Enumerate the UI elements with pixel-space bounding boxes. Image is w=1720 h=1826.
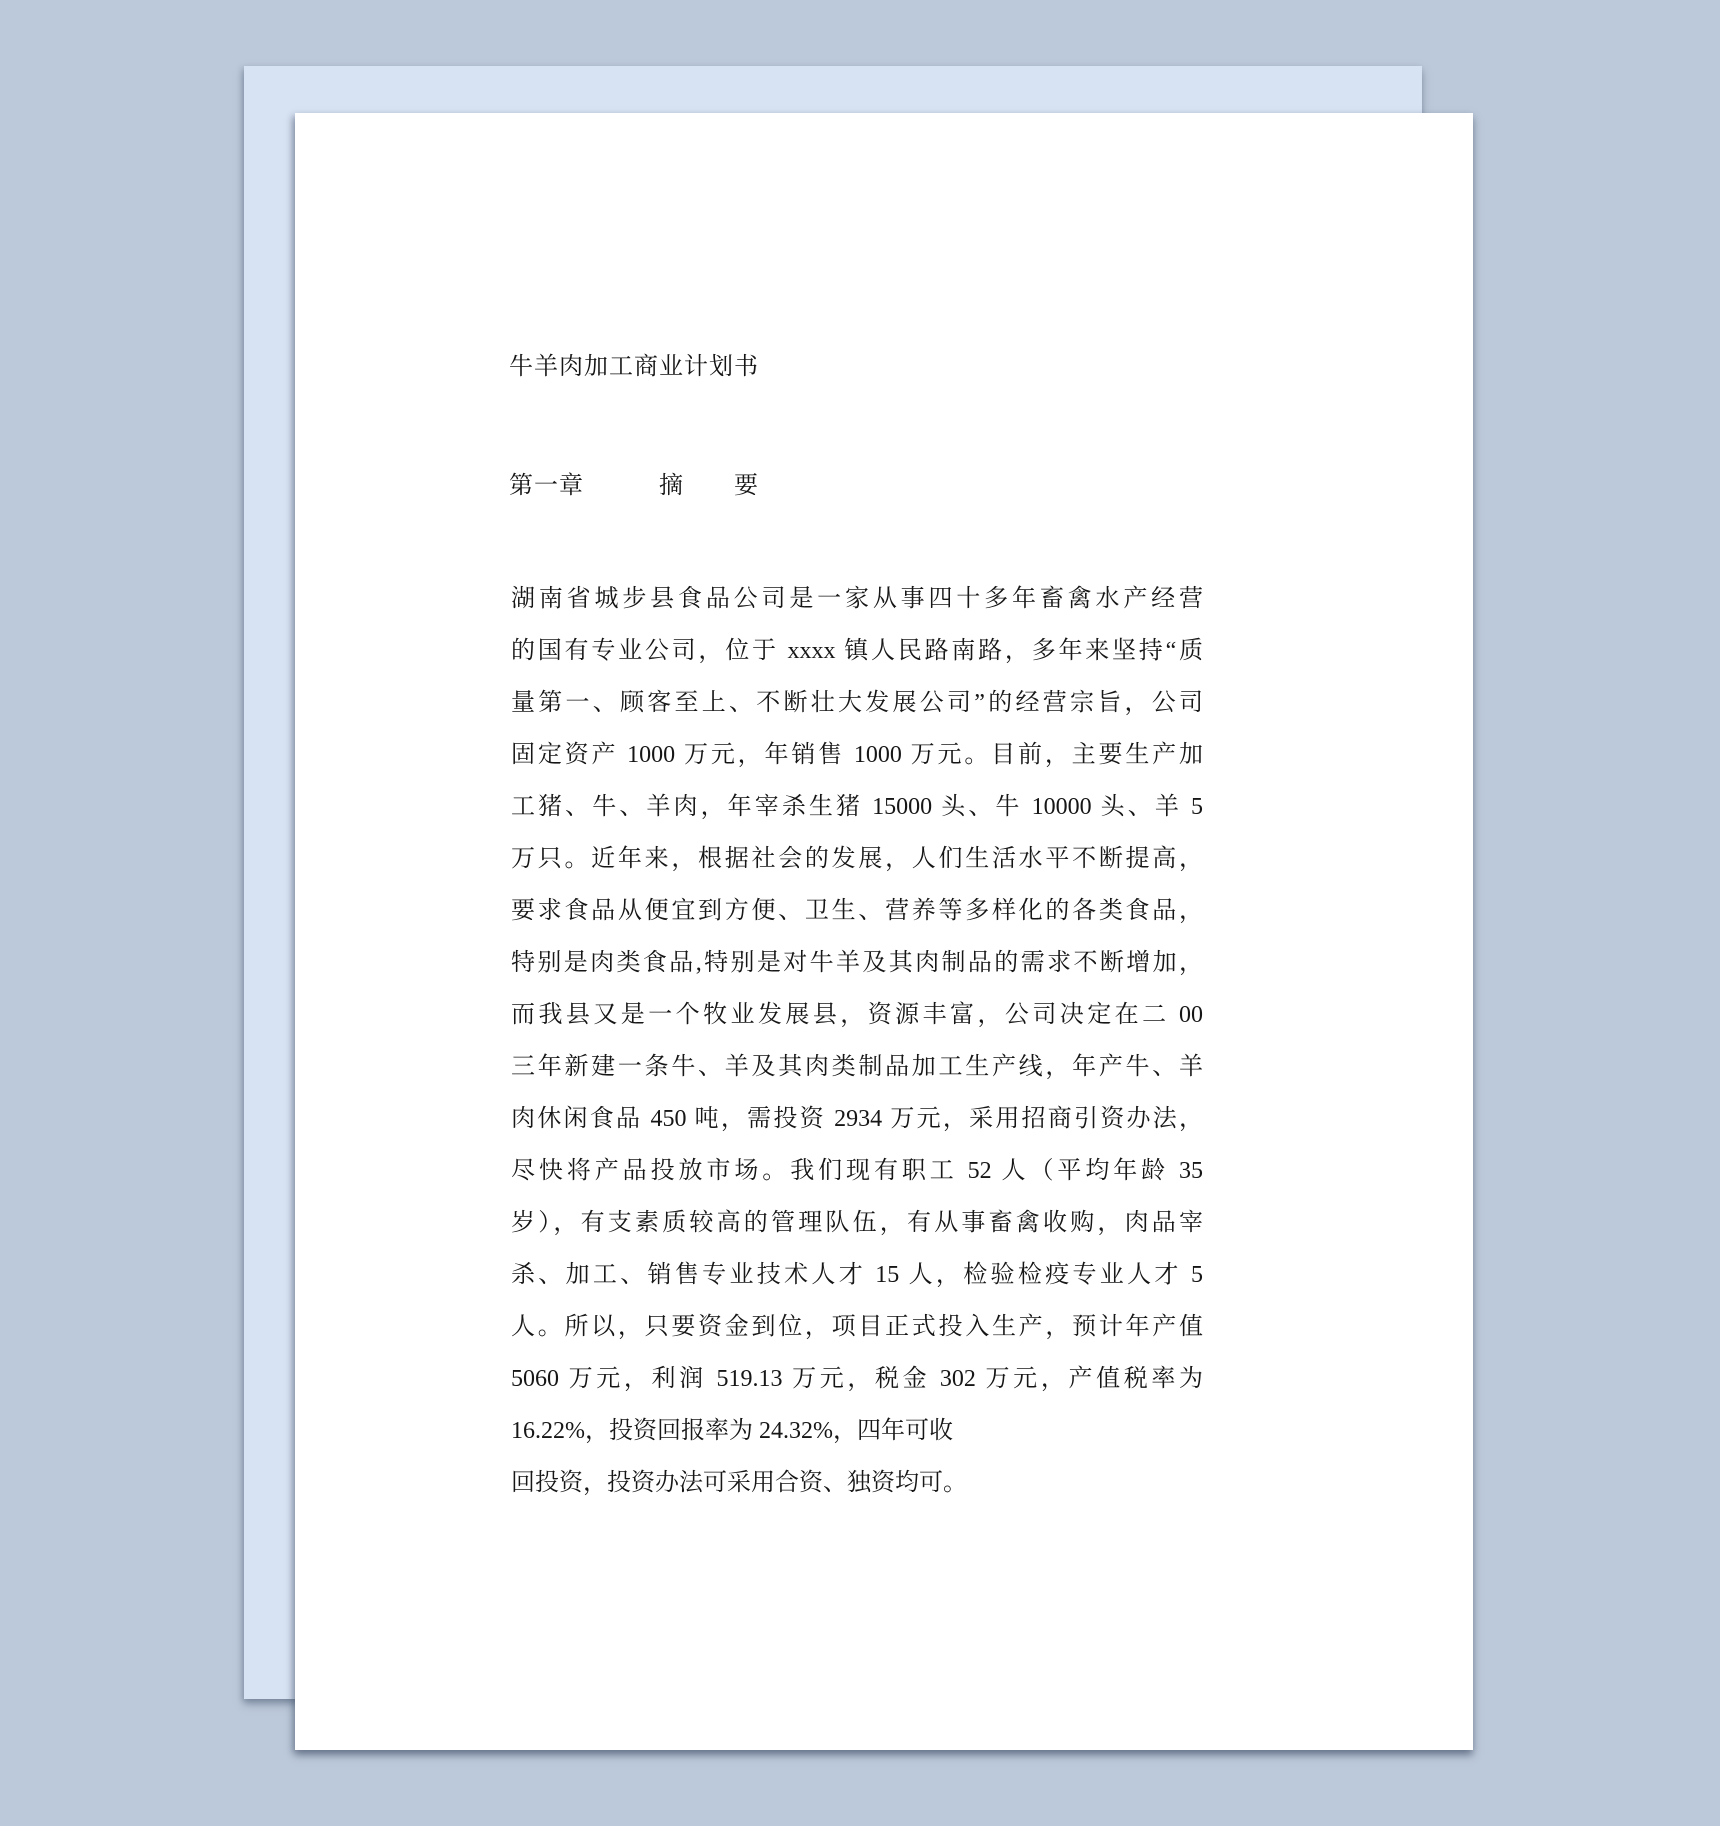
body-line: 回投资，投资办法可采用合资、独资均可。	[511, 1470, 967, 1496]
document-title: 牛羊肉加工商业计划书	[509, 354, 759, 380]
body-line: 岁），有支素质较高的管理队伍，有从事畜禽收购，肉品宰	[511, 1210, 1203, 1236]
body-line: 而我县又是一个牧业发展县，资源丰富，公司决定在二 00	[511, 1002, 1203, 1028]
body-line: 湖南省城步县食品公司是一家从事四十多年畜禽水产经营	[511, 586, 1203, 612]
body-line: 量第一、顾客至上、不断壮大发展公司”的经营宗旨，公司	[511, 690, 1203, 716]
body-line: 要求食品从便宜到方便、卫生、营养等多样化的各类食品，	[511, 898, 1203, 924]
body-line: 万只。近年来，根据社会的发展，人们生活水平不断提高，	[511, 846, 1203, 872]
body-line: 杀、加工、销售专业技术人才 15 人，检验检疫专业人才 5	[511, 1262, 1203, 1288]
body-line: 尽快将产品投放市场。我们现有职工 52 人（平均年龄 35	[511, 1158, 1203, 1184]
body-line: 肉休闲食品 450 吨，需投资 2934 万元，采用招商引资办法，	[511, 1106, 1203, 1132]
body-line: 特别是肉类食品,特别是对牛羊及其肉制品的需求不断增加，	[511, 950, 1203, 976]
body-line: 固定资产 1000 万元，年销售 1000 万元。目前，主要生产加	[511, 742, 1203, 768]
body-line: 16.22%，投资回报率为 24.32%，四年可收	[511, 1418, 953, 1444]
body-line: 三年新建一条牛、羊及其肉类制品加工生产线，年产牛、羊	[511, 1054, 1203, 1080]
body-line: 工猪、牛、羊肉，年宰杀生猪 15000 头、牛 10000 头、羊 5	[511, 794, 1203, 820]
body-line: 人。所以，只要资金到位，项目正式投入生产，预计年产值	[511, 1314, 1203, 1340]
body-paragraph	[511, 573, 1203, 1509]
body-line: 5060 万元，利润 519.13 万元，税金 302 万元，产值税率为	[511, 1366, 1203, 1392]
front-page	[295, 113, 1473, 1750]
body-line: 的国有专业公司，位于 xxxx 镇人民路南路，多年来坚持“质	[511, 638, 1203, 664]
chapter-heading: 第一章 摘 要	[509, 473, 759, 499]
